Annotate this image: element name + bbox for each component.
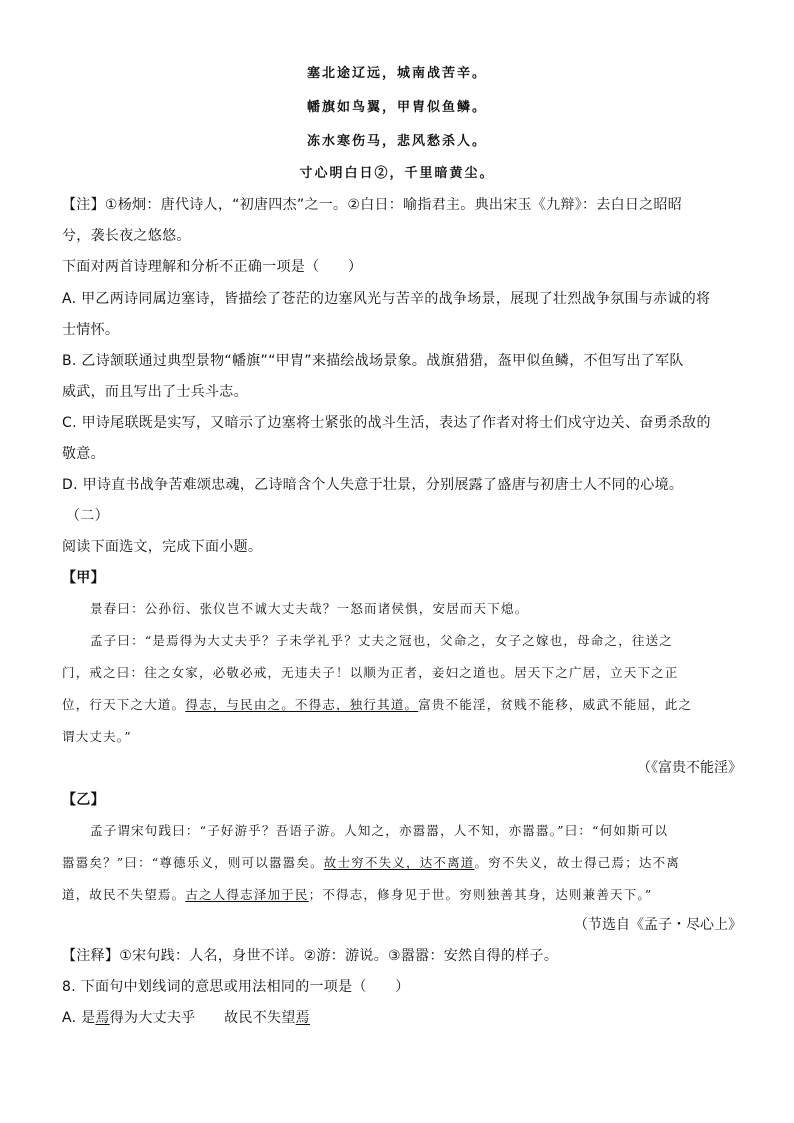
q8-underlined-word-1: 焉 — [95, 1010, 110, 1026]
yi-text-segment: 嚣嚣矣？”曰：“尊德乐义，则可以嚣嚣矣。 — [62, 855, 324, 870]
jia-source: （《富贵不能淫》 — [637, 760, 742, 776]
note-line-1: 【注】①杨炯：唐代诗人，“初唐四杰”之一。②白日：喻指君主。典出宋玉《九辩》：去白日之昭昭 — [62, 197, 683, 213]
option-c-line-2: 敬意。 — [62, 446, 105, 462]
section-heading: （二） — [66, 508, 109, 524]
passage-jia-label: 【甲】 — [62, 570, 105, 586]
question-8: 8. 下面句中划线词的意思或用法相同的一项是（ ） — [62, 979, 410, 995]
q8-option-a — [62, 1007, 310, 1027]
yi-paragraph-line-1: 孟子谓宋句践曰：“子好游乎？吾语子游。人知之，亦嚣嚣，人不知，亦嚣嚣。”曰：“何如斯可以 — [90, 823, 669, 838]
poem-line-4: 寸心明白日②，千里暗黄尘。 — [299, 166, 495, 181]
question-7: 下面对两首诗理解和分析不正确一项是（ ） — [62, 259, 363, 275]
jia-paragraph-2-line-4: 谓大丈夫。” — [62, 729, 132, 744]
option-b-line-1: B. 乙诗颔联通过典型景物“幡旗”“甲胄”来描绘战场景象。战旗猎猎，盔甲似鱼鳞，不但写出了军队 — [62, 353, 684, 369]
poem-line-1: 塞北途辽远，城南战苦辛。 — [306, 66, 487, 81]
yi-text-segment: 道，故民不失望焉。 — [62, 887, 186, 902]
jia-paragraph-2-line-1: 孟子曰：“是焉得为大丈夫乎？子未学礼乎？丈夫之冠也，父命之，女子之嫁也，母命之，往送之 — [90, 633, 673, 648]
jia-underlined-sentence: 得志，与民由之。不得志，独行其道。 — [185, 697, 419, 712]
option-c-line-1: C. 甲诗尾联既是实写，又暗示了边塞将士紧张的战斗生活，表达了作者对将士们戍守边关、奋勇杀敌的 — [62, 415, 711, 431]
passage-yi-label: 【乙】 — [62, 792, 105, 808]
yi-underlined-sentence-2: 古之人得志泽加于民 — [185, 887, 309, 902]
jia-text-segment: 位，行天下之大道。 — [62, 697, 186, 712]
jia-paragraph-1: 景春曰：公孙衍、张仪岂不诚大丈夫哉？一怒而诸侯惧，安居而天下熄。 — [90, 601, 529, 616]
option-a-line-2: 士情怀。 — [62, 322, 120, 338]
yi-paragraph-line-3 — [62, 885, 652, 903]
reading-instruction: 阅读下面选文，完成下面小题。 — [62, 539, 263, 555]
yi-annotation: 【注释】①宋句践：人名，身世不详。②游：游说。③嚣嚣：安然自得的样子。 — [62, 948, 559, 964]
q8-option-a-prefix: A. 是 — [62, 1010, 96, 1026]
yi-text-segment: ；不得志，修身见于世。穷则独善其身，达则兼善天下。” — [308, 887, 653, 902]
jia-paragraph-2-line-2: 门，戒之曰：往之女家，必敬必戒，无违夫子！以顺为正者，妾妇之道也。居天下之广居，立天下之正 — [62, 665, 679, 680]
option-a-line-1: A. 甲乙两诗同属边塞诗，皆描绘了苍茫的边塞风光与苦辛的战争场景，展现了壮烈战争氛围与赤诚的将 — [62, 291, 711, 307]
yi-source: （节选自《孟子・尽心上》 — [574, 917, 742, 933]
q8-option-a-middle: 得为大丈夫乎 故民不失望 — [109, 1010, 296, 1026]
yi-text-segment: 。穷不失义，故士得己焉；达不离 — [474, 855, 681, 870]
yi-underlined-sentence-1: 故士穷不失义，达不离道 — [323, 855, 475, 870]
yi-paragraph-line-2 — [62, 853, 680, 871]
option-d: D. 甲诗直书战争苦难颂忠魂，乙诗暗含个人失意于壮景，分别展露了盛唐与初唐士人不同的心境。 — [62, 477, 684, 493]
q8-underlined-word-2: 焉 — [295, 1010, 310, 1026]
jia-paragraph-2-line-3 — [62, 695, 692, 713]
note-line-2: 兮，袭长夜之悠悠。 — [62, 228, 191, 244]
option-b-line-2: 威武，而且写出了士兵斗志。 — [62, 384, 248, 400]
jia-text-segment: 富贵不能淫，贫贱不能移，威武不能屈，此之 — [418, 697, 693, 712]
poem-line-3: 冻水寒伤马，悲风愁杀人。 — [306, 134, 487, 149]
poem-line-2: 幡旗如鸟翼，甲胄似鱼鳞。 — [306, 100, 487, 115]
